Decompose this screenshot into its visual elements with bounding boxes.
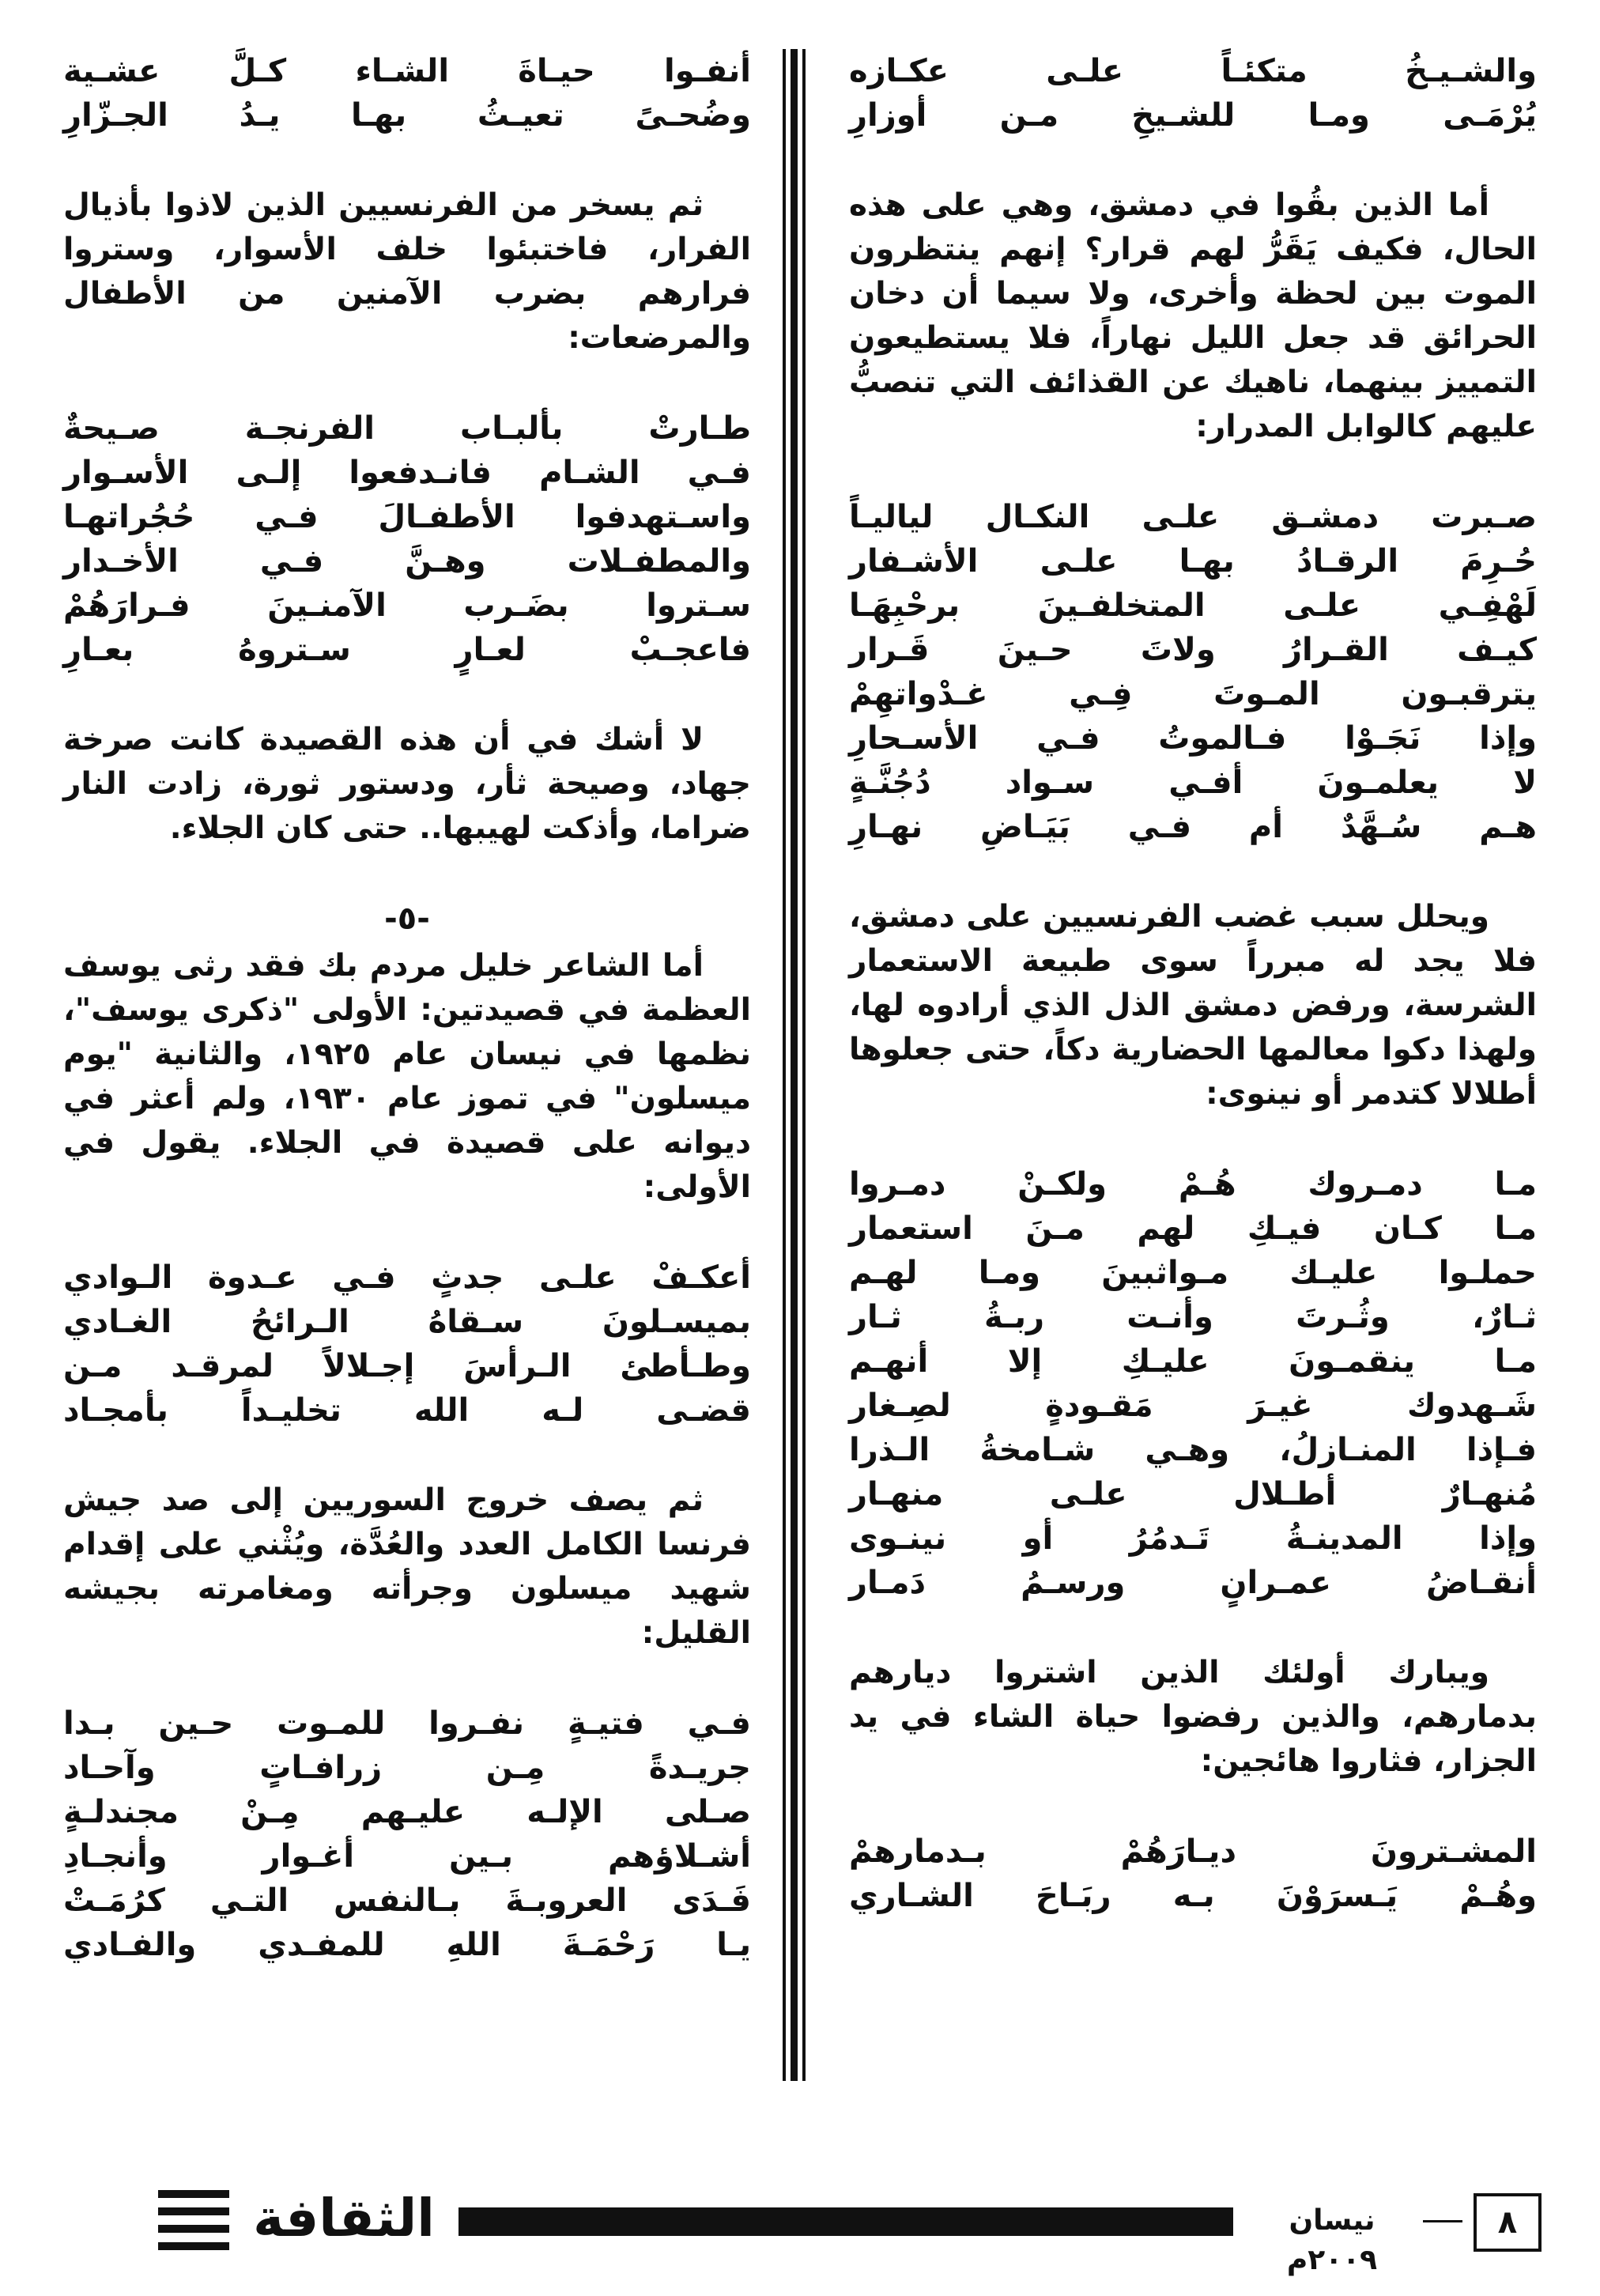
poem-verse: وهُـمْ يَـسرَوْنَ بـه ربَـاحَ الشـاري bbox=[849, 1878, 1537, 1914]
poem-verse: يـا رَحْمَـةَ اللهِ للمفـدي والفـادي bbox=[63, 1927, 751, 1963]
poem-verse: هـم سُـهَّدٌ أم فـي بَيَـاضِ نهـارِ bbox=[849, 809, 1537, 845]
page-footer bbox=[158, 2182, 1553, 2276]
poem-verse: والشـيـخُ متكئـاً علـى عكـازه bbox=[849, 53, 1537, 89]
logo-stripes bbox=[158, 2190, 229, 2250]
poem-verse: وطـأطئ الـرأسَ إجـلالاً لمرقـد مـن bbox=[63, 1348, 751, 1384]
poem-block bbox=[63, 406, 751, 672]
poem-verse: فـإذا المنـازلُ، وهـي شـامخةُ الـذرا bbox=[849, 1432, 1537, 1468]
magazine-logo: الثقافة bbox=[253, 2188, 435, 2249]
paragraph-text: ثم يسخر من الفرنسيين الذين لاذوا بأذيال الفرار، فاختبئوا خلف الأسوار، وستروا فرارهم بضرب الآمنين من الأطفال والمرضعات: bbox=[63, 187, 751, 356]
poem-verse: المشـترونَ ديـارَهُمْ بـدمارهمْ bbox=[849, 1833, 1537, 1870]
poem-verse: يترقبـون المـوتَ فِـي غـدْواتهِمْ bbox=[849, 676, 1537, 712]
poem-verse: وإذا نَجَـوْا فـالموتُ فـي الأسـحارِ bbox=[849, 720, 1537, 757]
poem-verse: أعكـفْ علـى جدثٍ فـي عـدوة الـوادي bbox=[63, 1259, 751, 1296]
footer-separator bbox=[1423, 2220, 1462, 2222]
poem-block bbox=[63, 1256, 751, 1433]
column-divider bbox=[783, 49, 806, 2081]
paragraph-text: أما الذين بقُوا في دمشق، وهي على هذه الحال، فكيف يَقَرُّ لهم قرار؟ إنهم ينتظرون الموت بين لحظة وأخرى، ولا سيما أن دخان الحرائق قد جعل الليل نهاراً، فلا يستطيعون التمييز بينهما، ناهيك عن القذائف التي تنصبُّ عليهم كالوابل المدرار: bbox=[849, 187, 1537, 444]
paragraph bbox=[63, 183, 751, 361]
poem-verse: شَـهدوك غيـرَ مَقـودةٍ لصِـغار bbox=[849, 1388, 1537, 1424]
poem-verse: جريـدةً مِـن زرافـاتٍ وآحـاد bbox=[63, 1750, 751, 1786]
left-column bbox=[63, 49, 751, 2013]
poem-verse: يُرْمَـى ومـا للشـيخِ مـن أوزارِ bbox=[849, 97, 1537, 134]
poem-verse: قضـى لـه الله تخليـداً بأمجـاد bbox=[63, 1392, 751, 1429]
poem-verse: كيـف القـرارُ ولاتَ حـينَ قَـرار bbox=[849, 632, 1537, 668]
footer-rule bbox=[458, 2207, 1233, 2236]
poem-verse: وضُحـىً تعيـثُ بهـا يـدُ الجـزّارِ bbox=[63, 97, 751, 134]
poem-verse: سـتروا بضَـرب الآمنـينَ فـرارَهُمْ bbox=[63, 587, 751, 624]
poem-verse: حُـرِمَ الرقـادُ بهـا علـى الأشـفار bbox=[849, 543, 1537, 580]
poem-verse: أشـلاؤهم بـين أغـوار وأنجـادِ bbox=[63, 1838, 751, 1875]
poem-block bbox=[63, 49, 751, 138]
paragraph-text: أما الشاعر خليل مردم بك فقد رثى يوسف العظمة في قصيدتين: الأولى "ذكرى يوسف"، نظمها في نيسان عام ١٩٢٥، والثانية "يوم ميسلون" في تموز عام ١٩٣٠، ولم أعثر في ديوانه على قصيدة في الجلاء. يقول في الأولى: bbox=[63, 948, 751, 1205]
poem-verse: طـارتْ بألبـاب الفرنجـة صـيحةٌ bbox=[63, 410, 751, 447]
poem-verse: وإذا المدينـةُ تَـدمُرُ أو نينـوى bbox=[849, 1520, 1537, 1557]
poem-verse: فاعجـبْ لعـارٍ سـتروهُ بعـارِ bbox=[63, 632, 751, 668]
poem-verse: فـي فتيـةٍ نفـروا للمـوت حـين بـدا bbox=[63, 1705, 751, 1742]
paragraph bbox=[849, 183, 1537, 449]
section-number: -٥- bbox=[384, 901, 430, 937]
poem-verse: والمطفـلات وهـنَّ فـي الأخـدار bbox=[63, 543, 751, 580]
paragraph bbox=[849, 1651, 1537, 1784]
paragraph bbox=[849, 895, 1537, 1116]
paragraph-text: ويحلل سبب غضب الفرنسيين على دمشق، فلا يجد له مبرراً سوى طبيعة الاستعمار الشرسة، ورفض دمشق الذل الذي أرادوه لها، ولهذا دكوا معالمها الحضارية دكاً، حتى جعلوها أطلالا كتدمر أو نينوى: bbox=[849, 899, 1537, 1112]
right-column bbox=[849, 49, 1537, 1964]
poem-verse: صـلى الإلـه عليـهم مِـنْ مجندلـةٍ bbox=[63, 1794, 751, 1830]
poem-block bbox=[63, 1701, 751, 1967]
poem-verse: مـا دمـروك هُـمْ ولكـنْ دمـروا bbox=[849, 1166, 1537, 1203]
poem-verse: لا يعلمـونَ أفـي سـواد دُجُنَّـةٍ bbox=[849, 765, 1537, 801]
poem-verse: واسـتهدفوا الأطفـالَ فـي حُجُراتهـا bbox=[63, 499, 751, 535]
poem-verse: مـا ينقمـونَ عليـكِ إلا أنهـم bbox=[849, 1343, 1537, 1380]
poem-verse: أنفـوا حيـاةَ الشـاء كـلَّ عشـية bbox=[63, 53, 751, 89]
poem-block bbox=[849, 49, 1537, 138]
poem-verse: أنقـاضُ عمـرانٍ ورسـمُ دَمـار bbox=[849, 1565, 1537, 1601]
poem-block bbox=[849, 1830, 1537, 1918]
poem-block bbox=[849, 1162, 1537, 1605]
poem-verse: حملـوا عليـك مـواثبينَ ومـا لهـم bbox=[849, 1255, 1537, 1291]
page-number: ٨ bbox=[1474, 2193, 1542, 2252]
paragraph-text: ثم يصف خروج السوريين إلى صد جيش فرنسا الكامل العدد والعُدَّة، ويُثْني على إقدام شهيد ميسلون وجرأته ومغامرته بجيشه القليل: bbox=[63, 1482, 751, 1651]
poem-verse: مُنهـارٌ أطـلال علـى منهـار bbox=[849, 1476, 1537, 1512]
poem-verse: ثـارٌ، وثُـرتَ وأنـت ربـةُ ثـار bbox=[849, 1299, 1537, 1335]
issue-date: نيسان ٢٠٠٩م bbox=[1286, 2204, 1378, 2276]
paragraph bbox=[63, 1478, 751, 1656]
poem-verse: مـا كـان فيـكِ لهم مـنَ استعمار bbox=[849, 1210, 1537, 1247]
poem-verse: بميسـلونَ سـقاهُ الـرائحُ الغـادي bbox=[63, 1304, 751, 1340]
paragraph-text: ويبارك أولئك الذين اشتروا ديارهم بدمارهم، والذين رفضوا حياة الشاء في يد الجزار، فثاروا هائجين: bbox=[849, 1655, 1537, 1779]
paragraph bbox=[63, 718, 751, 851]
paragraph-text: لا أشك في أن هذه القصيدة كانت صرخة جهاد، وصيحة ثأر، ودستور ثورة، زادت النار ضراما، وأذكت لهيبها.. حتى كان الجلاء. bbox=[63, 722, 751, 846]
poem-verse: فَـدَى العروبـةَ بـالنفس التـي كرُمَـتْ bbox=[63, 1882, 751, 1919]
poem-verse: فـي الشـام فانـدفعوا إلـى الأسـوار bbox=[63, 455, 751, 491]
poem-block bbox=[849, 495, 1537, 849]
poem-verse: لَهْفِـي علـى المتخلفـينَ برحْبِهَـا bbox=[849, 587, 1537, 624]
poem-verse: صـبرت دمشـق علـى النكـال لياليـاً bbox=[849, 499, 1537, 535]
paragraph bbox=[63, 944, 751, 1210]
